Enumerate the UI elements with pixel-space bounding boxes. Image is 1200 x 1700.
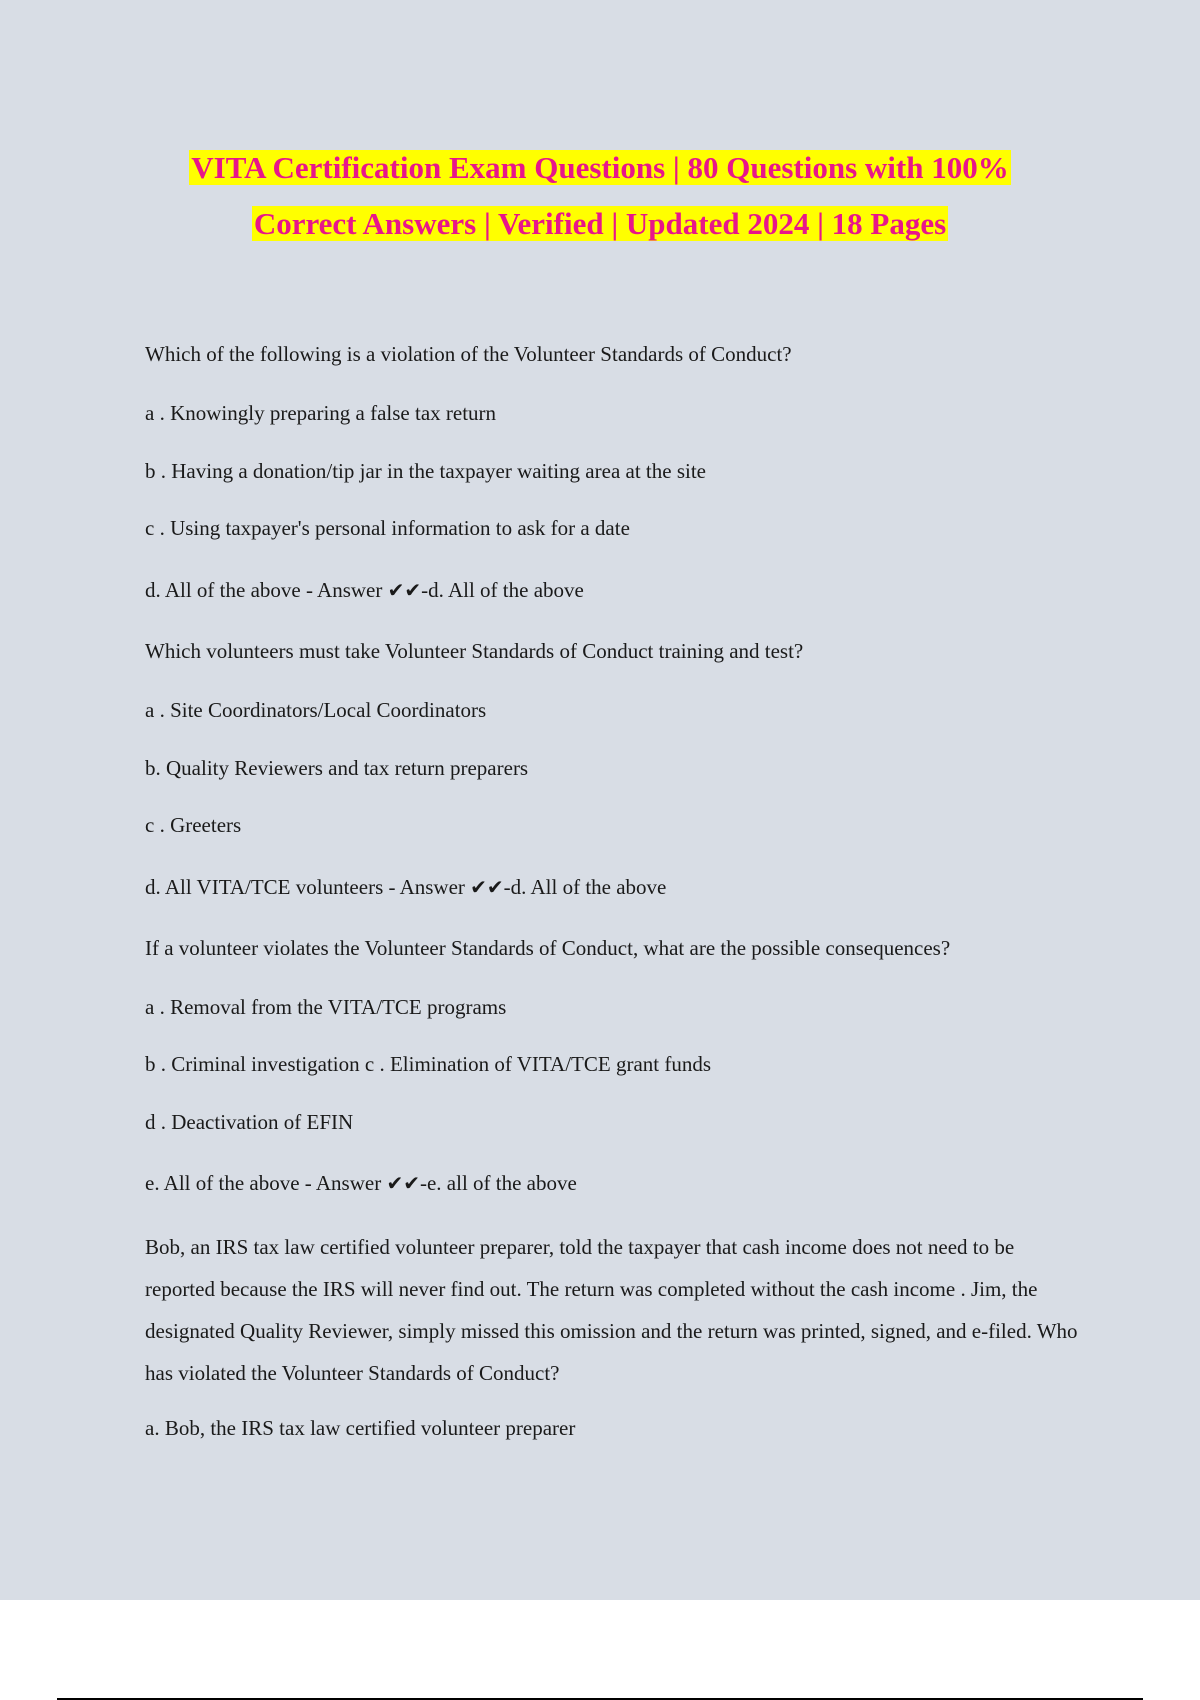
q2-option-a: a . Site Coordinators/Local Coordinators: [145, 698, 487, 722]
title-line-1: VITA Certification Exam Questions | 80 Questions with 100%: [191, 150, 1009, 185]
q3-option-e: e. All of the above - Answer: [145, 1171, 387, 1195]
q3-answer-line: [145, 1171, 577, 1196]
question-3: If a volunteer violates the Volunteer Standards of Conduct, what are the possible consequences?: [145, 936, 951, 960]
q3-option-d: d . Deactivation of EFIN: [145, 1110, 354, 1134]
double-check-icon: ✔✔: [387, 578, 422, 602]
document-title: [0, 140, 1200, 252]
q3-option-b: b . Criminal investigation c . Elimination of VITA/TCE grant funds: [145, 1052, 712, 1076]
question-2: Which volunteers must take Volunteer Standards of Conduct training and test?: [145, 639, 804, 663]
double-check-icon: ✔✔: [470, 875, 504, 899]
double-check-icon: ✔✔: [386, 1171, 420, 1195]
q2-option-b: b. Quality Reviewers and tax return preparers: [145, 756, 529, 780]
question-1: Which of the following is a violation of the Volunteer Standards of Conduct?: [145, 342, 792, 366]
q1-option-a: a . Knowingly preparing a false tax return: [145, 401, 497, 425]
q1-answer-line: [145, 578, 584, 603]
question-4: Bob, an IRS tax law certified volunteer preparer, told the taxpayer that cash income does not need to be reported because the IRS will never find out. The return was completed without the cash income . Jim, the designated Quality Reviewer, simply missed this omission and the return was printed, signed, and e-filed. Who has violated the Volunteer Standards of Conduct?: [145, 1235, 1078, 1385]
q1-option-d: d. All of the above - Answer: [145, 578, 388, 602]
q1-option-c: c . Using taxpayer's personal information to ask for a date: [145, 516, 630, 540]
q4-option-a: a. Bob, the IRS tax law certified volunteer preparer: [145, 1416, 576, 1440]
q2-answer: -d. All of the above: [503, 875, 667, 899]
q3-answer: -e. all of the above: [419, 1171, 577, 1195]
q1-option-b: b . Having a donation/tip jar in the taxpayer waiting area at the site: [145, 459, 706, 483]
q2-option-d: d. All VITA/TCE volunteers - Answer: [145, 875, 471, 899]
title-line-2: Correct Answers | Verified | Updated 2024 | 18 Pages: [253, 206, 947, 241]
q2-answer-line: [145, 875, 666, 900]
q2-option-c: c . Greeters: [145, 813, 242, 837]
q3-option-a: a . Removal from the VITA/TCE programs: [145, 995, 507, 1019]
q1-answer: -d. All of the above: [421, 578, 584, 602]
